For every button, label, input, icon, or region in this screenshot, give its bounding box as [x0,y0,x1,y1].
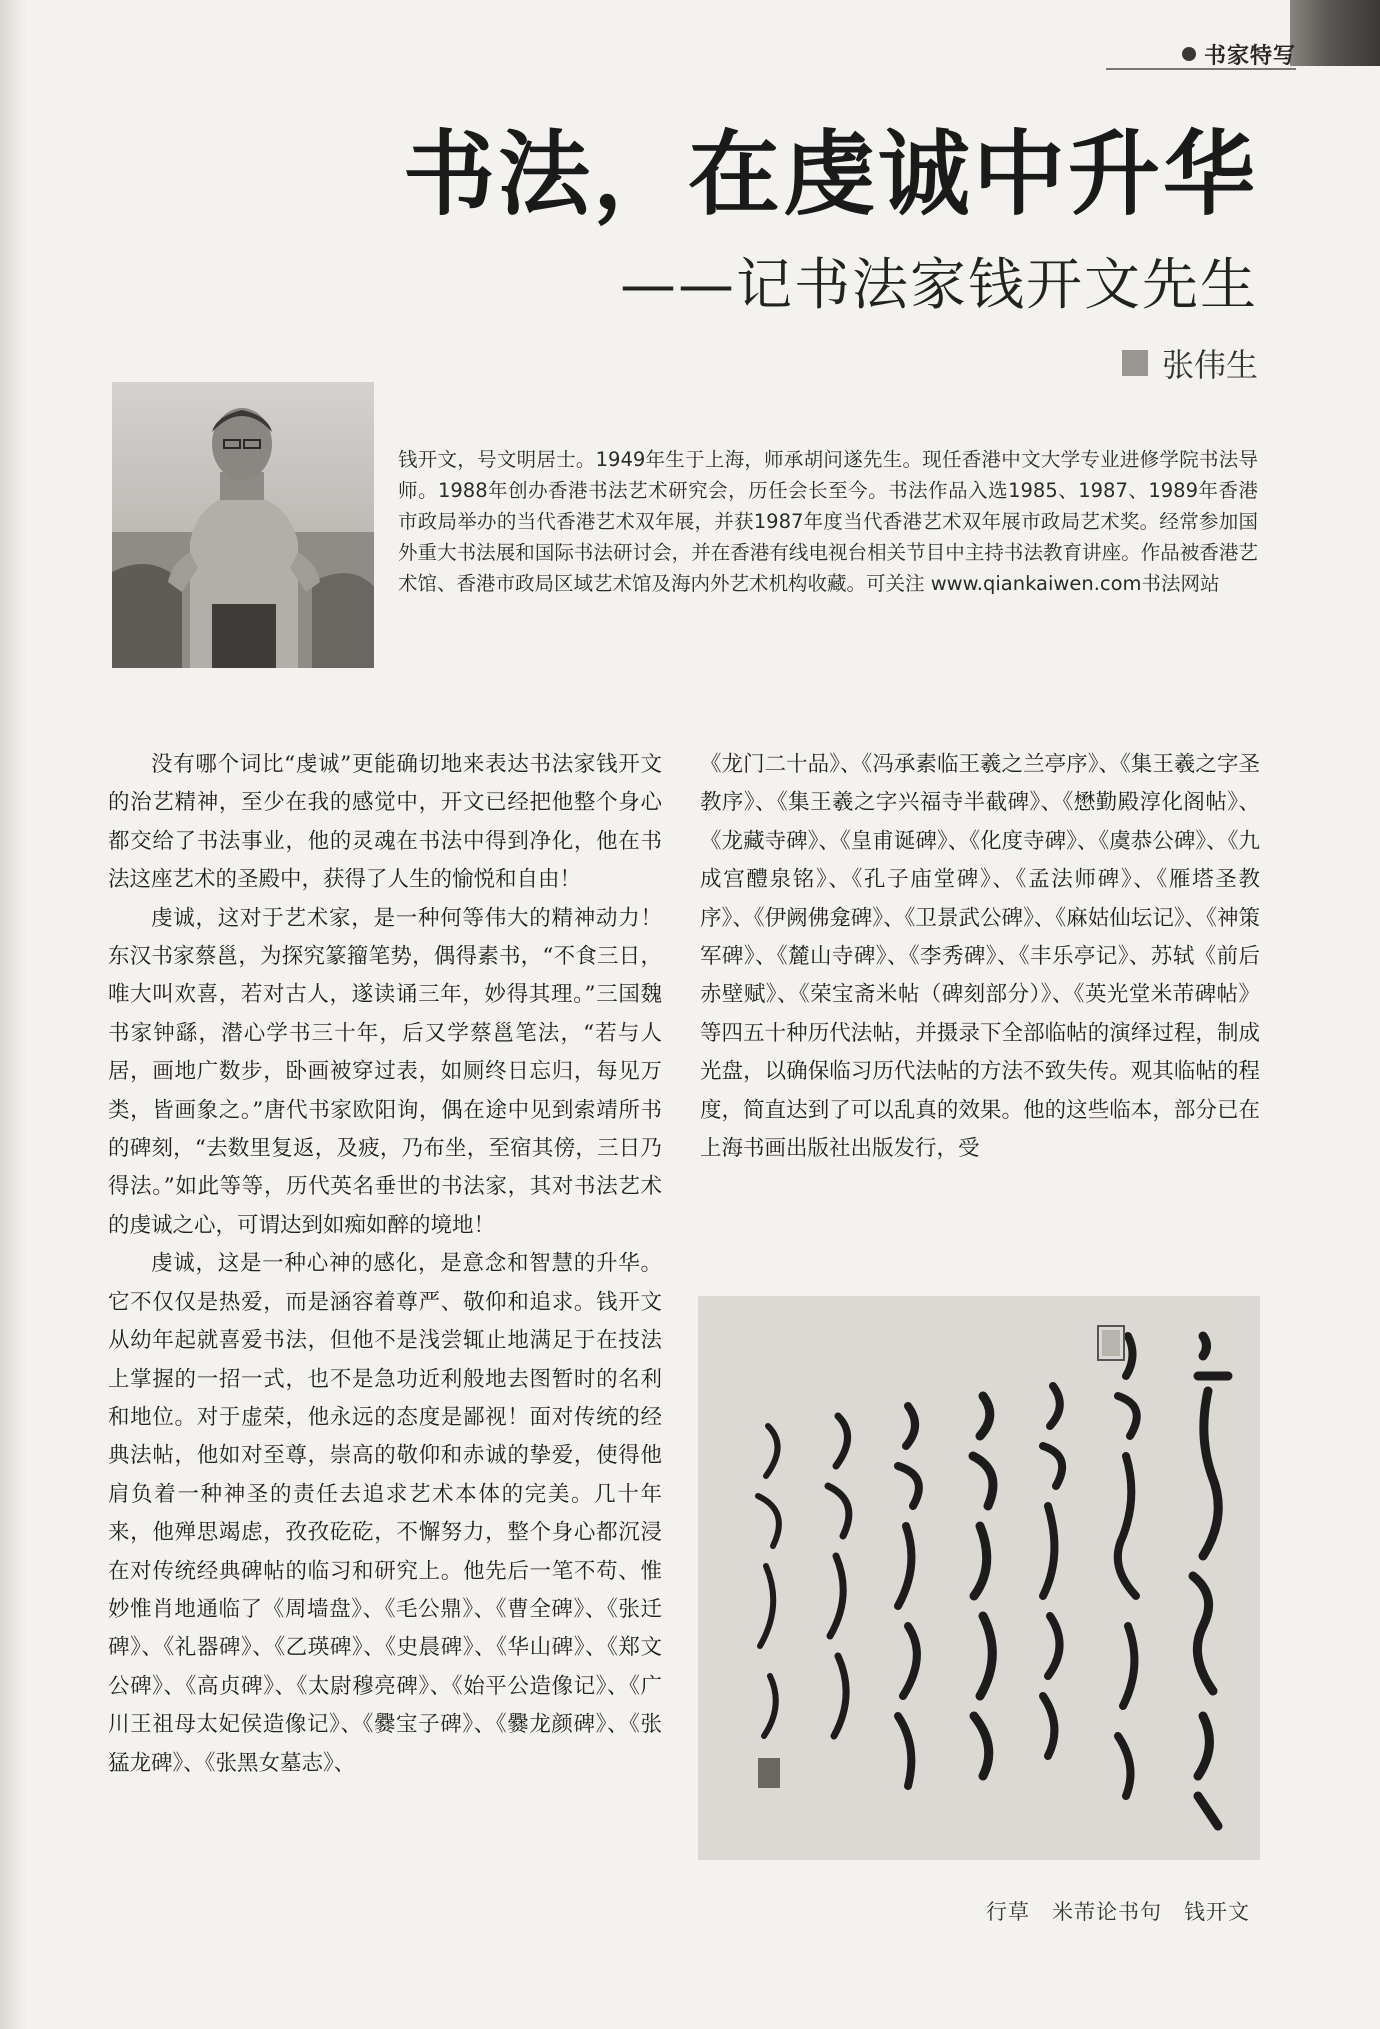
author-bio [398,444,1258,599]
artwork-caption: 行草 米芾论书句 钱开文 [986,1900,1250,1924]
body-paragraph: 《龙门二十品》、《冯承素临王羲之兰亭序》、《集王羲之字圣教序》、《集王羲之字兴福寺半截碑》、《懋勤殿淳化阁帖》、《龙藏寺碑》、《皇甫诞碑》、《化度寺碑》、《虞恭公碑》、《九成宫醴泉铭》、《孔子庙堂碑》、《孟法师碑》、《雁塔圣教序》、《伊阙佛龛碑》、《卫景武公碑》、《麻姑仙坛记》、《神策军碑》、《麓山寺碑》、《李秀碑》、《丰乐亭记》、苏轼《前后赤壁赋》、《荣宝斋米帖（碑刻部分）》、《英光堂米芾碑帖》等四五十种历代法帖，并摄录下全部临帖的演绎过程，制成光盘，以确保临习历代法帖的方法不致失传。观其临帖的程度，简直达到了可以乱真的效果。他的这些临本，部分已在上海书画出版社出版发行，受 [700,752,1260,1162]
article-subtitle: ——记书法家钱开文先生 [620,253,1258,318]
column-tag [1106,40,1296,70]
column-tag-label: 书家特写 [1203,43,1296,69]
body-paragraph: 没有哪个词比“虔诚”更能确切地来表达书法家钱开文的治艺精神，至少在我的感觉中，开文已经把他整个身心都交给了书法事业，他的灵魂在书法中得到净化，他在书法这座艺术的圣殿中，获得了人生的愉悦和自由！ [108,752,662,893]
article-body-right-column [700,746,1260,1230]
body-paragraph: 虔诚，这是一种心神的感化，是意念和智慧的升华。它不仅仅是热爱，而是涵容着尊严、敬仰和追求。钱开文从幼年起就喜爱书法，但他不是浅尝辄止地满足于在技法上掌握的一招一式，也不是急功近利般地去图暂时的名利和地位。对于虚荣，他永远的态度是鄙视！面对传统的经典法帖，他如对至尊，崇高的敬仰和赤诚的挚爱，使得他肩负着一种神圣的责任去追求艺术本体的完美。几十年来，他殚思竭虑，孜孜矻矻，不懈努力，整个身心都沉浸在对传统经典碑帖的临习和研究上。他先后一笔不苟、惟妙惟肖地通临了《周墙盘》、《毛公鼎》、《曹全碑》、《张迁碑》、《礼器碑》、《乙瑛碑》、《史晨碑》、《华山碑》、《郑文公碑》、《高贞碑》、《太尉穆亮碑》、《始平公造像记》、《广川王祖母太妃侯造像记》、《爨宝子碑》、《爨龙颜碑》、《张猛龙碑》、《张黑女墓志》、 [108,1251,662,1776]
bio-suffix: 书法网站 [1141,572,1220,595]
portrait-illustration [112,382,374,668]
portrait-photo [112,382,374,668]
calligraphy-artwork [698,1296,1260,1860]
author-name: 张伟生 [1161,346,1258,384]
square-icon [1122,350,1148,376]
byline [1122,340,1258,386]
article-title: 书法，在虔诚中升华 [402,120,1258,228]
body-paragraph: 虔诚，这对于艺术家，是一种何等伟大的精神动力！东汉书家蔡邕，为探究篆籀笔势，偶得素书，“不食三日，唯大叫欢喜，若对古人，遂读诵三年，妙得其理。”三国魏书家钟繇，潜心学书三十年，后又学蔡邕笔法，“若与人居，画地广数步，卧画被穿过表，如厕终日忘归，每见万类，皆画象之。”唐代书家欧阳询，偶在途中见到索靖所书的碑刻，“去数里复返，及疲，乃布坐，至宿其傍，三日乃得法。”如此等等，历代英名垂世的书法家，其对书法艺术的虔诚之心，可谓达到如痴如醉的境地！ [108,905,662,1238]
calligraphy-strokes [698,1296,1260,1860]
article-body-left-column [108,746,662,1926]
bio-text: 钱开文，号文明居士。1949年生于上海，师承胡问遂先生。现任香港中文大学专业进修学院书法导师。1988年创办香港书法艺术研究会，历任会长至今。书法作品入选1985、1987、1989年香港市政局举办的当代香港艺术双年展，并获1987年度当代香港艺术双年展市政局艺术奖。经常参加国外重大书法展和国际书法研讨会，并在香港有线电视台相关节目中主持书法教育讲座。作品被香港艺术馆、香港市政局区域艺术馆及海内外艺术机构收藏。可关注 [398,448,1258,595]
website-link[interactable]: www.qiankaiwen.com [930,572,1142,595]
bullet-icon [1182,47,1196,61]
page-gutter-shadow [0,0,28,2029]
corner-decoration [1290,0,1380,66]
